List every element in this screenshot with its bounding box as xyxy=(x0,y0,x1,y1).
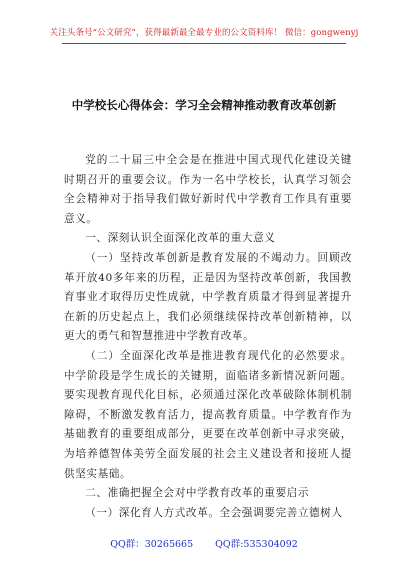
paragraph-intro: 党的二十届三中全会是在推进中国式现代化建设关键时期召开的重要会议。作为一名中学校长，认真学习领会全会精神对于指导我们做好新时代中学教育工作具有重要意义。 xyxy=(64,154,352,225)
qq-footer xyxy=(0,536,408,550)
section-heading-1: 一、深刻认识全面深化改革的重大意义 xyxy=(85,232,276,245)
document-title: 中学校长心得体会：学习全会精神推动教育改革创新 xyxy=(71,98,337,112)
paragraph-1-2: （二）全面深化改革是推进教育现代化的必然要求。中学阶段是学生成长的关键期，面临诸多新情况新问题。要实现教育现代化目标，必须通过深化改革破除体制机制障碍，不断激发教育活力，提高教育质量。中学教育作为基础教育的重要组成部分，更要在改革创新中寻求突破，为培养德智体美劳全面发展的社会主义建设者和接班人提供坚实基础。 xyxy=(64,349,352,480)
document-body xyxy=(64,151,352,523)
paragraph-2-1: （一）深化育人方式改革。全会强调要完善立德树人 xyxy=(85,506,343,519)
qq-group-1: QQ群：30265665 xyxy=(110,539,194,550)
qq-group-2: QQ群:535304092 xyxy=(215,539,298,550)
section-heading-2: 二、准确把握全会对中学教育改革的重要启示 xyxy=(85,487,310,500)
paragraph-1-1: （一）坚持改革创新是教育发展的不竭动力。回顾改革开放40多年来的历程，正是因为坚持改革创新，我国教育事业才取得历史性成就，中学教育质量才得到显著提升在新的历史起点上，我们必须继续保持改革创新精神，以更大的勇气和智慧推进中学教育改革。 xyxy=(64,251,352,343)
header-divider xyxy=(62,43,346,44)
promo-header: 关注头条号“公文研究”，获得最新最全最专业的公文资料库！ 微信：gongwenyj xyxy=(49,28,359,38)
